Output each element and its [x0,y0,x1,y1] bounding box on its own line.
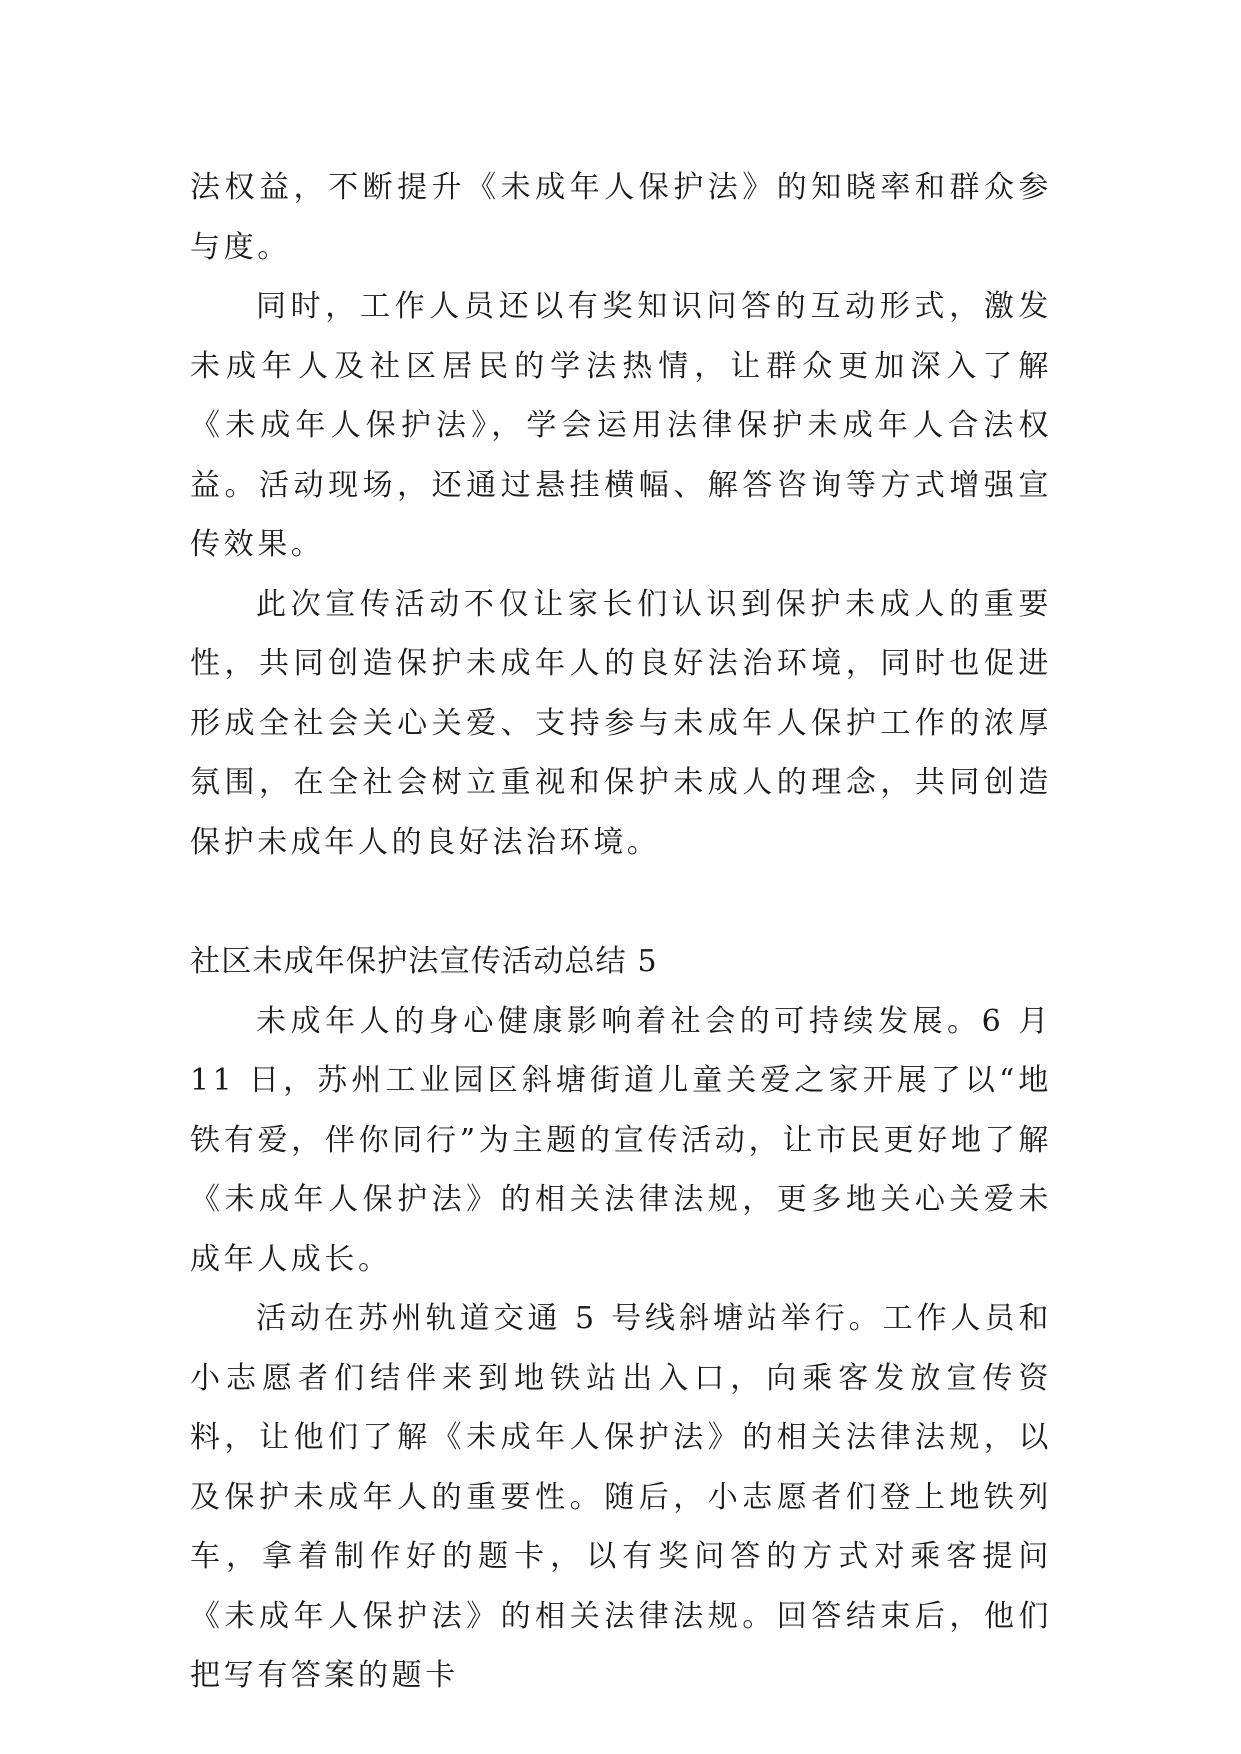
paragraph-4: 未成年人的身心健康影响着社会的可持续发展。6 月 11 日，苏州工业园区斜塘街道儿童关爱之家开展了以“地铁有爱，伴你同行”为主题的宣传活动，让市民更好地了解《未成年人保护法》的相关法律法规，更多地关心关爱未成年人成长。 [190,1003,1052,1277]
paragraph-3: 此次宣传活动不仅让家长们认识到保护未成人的重要性，共同创造保护未成年人的良好法治环境，同时也促进形成全社会关心关爱、支持参与未成年人保护工作的浓厚氛围，在全社会树立重视和保护未成人的理念，共同创造保护未成年人的良好法治环境。 [190,586,1052,860]
paragraph-1: 法权益，不断提升《未成年人保护法》的知晓率和群众参与度。 [190,170,1052,265]
paragraph-2: 同时，工作人员还以有奖知识问答的互动形式，激发未成年人及社区居民的学法热情，让群众更加深入了解《未成年人保护法》，学会运用法律保护未成年人合法权益。活动现场，还通过悬挂横幅、解答咨询等方式增强宣传效果。 [190,289,1052,562]
paragraph-5: 活动在苏州轨道交通 5 号线斜塘站举行。工作人员和小志愿者们结伴来到地铁站出入口，向乘客发放宣传资料，让他们了解《未成年人保护法》的相关法律法规，以及保护未成年人的重要性。随后，小志愿者们登上地铁列车，拿着制作好的题卡，以有奖问答的方式对乘客提问《未成年人保护法》的相关法律法规。回答结束后，他们把写有答案的题卡 [190,1301,1052,1693]
section-heading: 社区未成年保护法宣传活动总结 5 [190,944,658,979]
document-page [190,158,1052,1706]
